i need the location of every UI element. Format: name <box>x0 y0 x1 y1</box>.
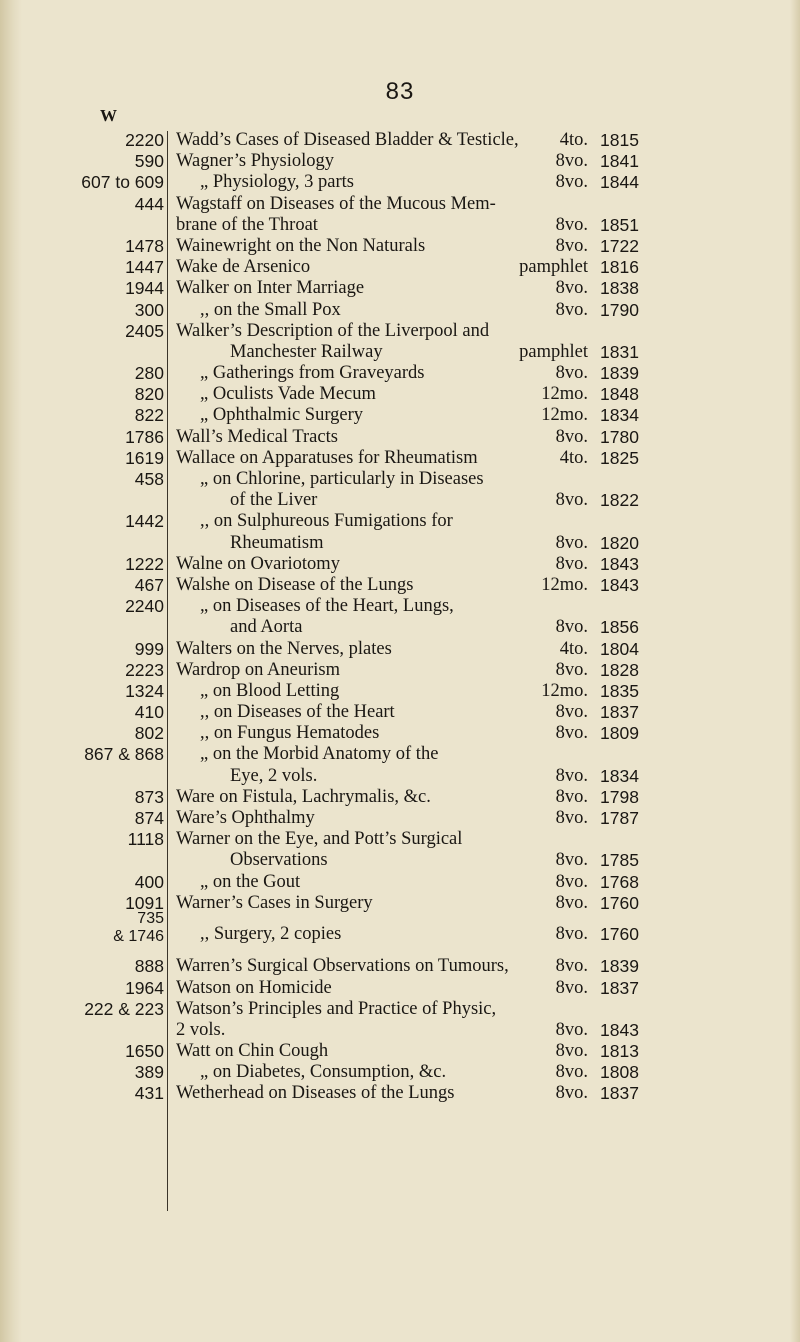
entry-year: 1837 <box>600 977 639 998</box>
entry-number: 400 <box>134 871 164 892</box>
entry-year: 1843 <box>600 574 639 595</box>
entry-title: „ on Chlorine, particularly in Diseases <box>200 469 484 489</box>
catalog-entry <box>80 681 760 702</box>
entry-number: 431 <box>134 1083 164 1104</box>
entry-title: Wall’s Medical Tracts <box>176 426 338 447</box>
catalog-entry <box>80 554 760 575</box>
entry-title: ,, Surgery, 2 copies <box>200 923 342 944</box>
entry-year: 1831 <box>600 341 639 362</box>
catalog-entry <box>80 427 760 448</box>
entry-number: 389 <box>134 1062 164 1083</box>
entry-year: 1837 <box>600 1083 639 1104</box>
entry-year: 1815 <box>600 130 639 150</box>
entry-number-line: 735 <box>137 909 164 927</box>
entry-format: 8vo. <box>555 1019 588 1040</box>
entry-title: „ Gatherings from Graveyards <box>200 363 425 384</box>
entry-title: Eye, 2 vols. <box>230 765 318 786</box>
entry-year: 1825 <box>600 447 639 468</box>
catalog-entry <box>80 893 760 914</box>
entry-format: 8vo. <box>555 892 588 913</box>
catalog-entry <box>80 596 760 617</box>
entry-year: 1835 <box>600 680 639 701</box>
entry-format: 8vo. <box>555 299 588 320</box>
entry-year: 1820 <box>600 532 639 553</box>
entry-year: 1834 <box>600 765 639 786</box>
entry-format: 8vo. <box>555 532 588 553</box>
catalog-entry <box>80 999 760 1020</box>
entry-year: 1816 <box>600 257 639 278</box>
catalog-entry <box>80 300 760 321</box>
catalog-entry <box>80 850 760 871</box>
catalog-entry <box>80 511 760 532</box>
entry-title: „ Oculists Vade Mecum <box>200 384 376 405</box>
entry-title: Walker’s Description of the Liverpool and <box>176 320 490 341</box>
entry-number: 1944 <box>125 278 164 299</box>
entry-number: 1650 <box>125 1041 164 1062</box>
entry-title: ,, on Fungus Hematodes <box>200 723 380 744</box>
catalog-entry <box>80 639 760 660</box>
catalog-entry <box>80 872 760 893</box>
catalog-entry <box>80 1062 760 1083</box>
entry-number: 222 & 223 <box>84 998 164 1019</box>
entry-number: 1619 <box>125 447 164 468</box>
entry-year: 1843 <box>600 1019 639 1040</box>
entry-number: 1118 <box>127 829 164 850</box>
catalog-entry <box>80 321 760 342</box>
catalog-entry <box>80 617 760 638</box>
entry-year: 1843 <box>600 553 639 574</box>
entry-format: 8vo. <box>555 786 588 807</box>
entry-title: Walshe on Disease of the Lungs <box>176 574 414 595</box>
entry-year: 1838 <box>600 278 639 299</box>
entry-number <box>80 910 164 946</box>
entry-number: 1964 <box>125 977 164 998</box>
entry-number: 607 to 609 <box>81 172 164 193</box>
catalog-entry <box>80 956 760 977</box>
entry-year: 1809 <box>600 723 639 744</box>
entry-format: pamphlet <box>519 341 588 362</box>
entry-year: 1813 <box>600 1041 639 1062</box>
entry-title: of the Liver <box>230 490 318 511</box>
catalog-entry <box>80 448 760 469</box>
entry-format: 12mo. <box>541 574 588 595</box>
entry-title: brane of the Throat <box>176 214 318 235</box>
entry-year: 1722 <box>600 235 639 256</box>
entry-format: 8vo. <box>555 765 588 786</box>
entry-title: Manchester Railway <box>230 341 383 362</box>
catalog-entry <box>80 278 760 299</box>
catalog-entry <box>80 130 760 151</box>
catalog-entry <box>80 787 760 808</box>
catalog-entry <box>80 723 760 744</box>
catalog-entry <box>80 257 760 278</box>
entry-year: 1808 <box>600 1062 639 1083</box>
catalog-entry <box>80 766 760 787</box>
entry-format: 8vo. <box>555 702 588 723</box>
entry-number: 1442 <box>125 511 164 532</box>
entry-number: 874 <box>134 808 164 828</box>
entry-number: 1222 <box>125 553 164 574</box>
entry-format: 8vo. <box>555 214 588 235</box>
catalog-entry <box>80 490 760 511</box>
entry-title: „ Physiology, 3 parts <box>200 172 354 193</box>
entry-number: 2223 <box>125 659 164 680</box>
entry-format: pamphlet <box>519 257 588 278</box>
catalog-entry <box>80 194 760 215</box>
entry-title: Ware on Fistula, Lachrymalis, &c. <box>176 786 431 807</box>
entry-title: „ on Diseases of the Heart, Lungs, <box>200 596 454 617</box>
entry-number: 820 <box>134 384 164 405</box>
entry-number: 802 <box>134 723 164 744</box>
entry-title: Rheumatism <box>230 532 324 553</box>
entry-format: 8vo. <box>555 977 588 998</box>
catalog-entry <box>80 151 760 172</box>
catalog-entry <box>80 342 760 363</box>
catalog-entry <box>80 172 760 193</box>
catalog-entry <box>80 1020 760 1041</box>
entry-number: 458 <box>134 469 164 489</box>
catalog-entry <box>80 978 760 999</box>
entry-number: 999 <box>134 638 164 659</box>
entry-number: 873 <box>134 786 164 807</box>
entry-number: 822 <box>134 405 164 426</box>
entry-title: and Aorta <box>230 617 303 638</box>
entry-year: 1822 <box>600 490 639 511</box>
entry-format: 8vo. <box>555 278 588 299</box>
entry-number: 444 <box>134 193 164 214</box>
entry-title: Wagner’s Physiology <box>176 151 334 172</box>
entry-number: 280 <box>134 363 164 384</box>
catalog-listing <box>80 130 760 1105</box>
catalog-entry <box>80 575 760 596</box>
catalog-entry <box>80 808 760 829</box>
entry-format: 8vo. <box>555 659 588 680</box>
entry-year: 1839 <box>600 363 639 384</box>
entry-format: 8vo. <box>555 617 588 638</box>
entry-year: 1837 <box>600 702 639 723</box>
entry-number: 2220 <box>125 130 164 150</box>
entry-year: 1760 <box>600 923 639 944</box>
entry-title: ,, on Diseases of the Heart <box>200 702 395 723</box>
entry-format: 8vo. <box>555 235 588 256</box>
entry-number: 300 <box>134 299 164 320</box>
catalog-entry <box>80 533 760 554</box>
entry-format: 8vo. <box>555 490 588 511</box>
entry-number: 1324 <box>125 680 164 701</box>
entry-format: 12mo. <box>541 405 588 426</box>
entry-year: 1798 <box>600 786 639 807</box>
entry-title: „ on the Gout <box>200 871 301 892</box>
entry-number: 410 <box>134 702 164 723</box>
entry-format: 8vo. <box>555 1083 588 1104</box>
entry-number: 867 & 868 <box>84 744 164 765</box>
entry-format: 8vo. <box>555 871 588 892</box>
catalog-entry <box>80 405 760 426</box>
catalog-entry <box>80 660 760 681</box>
entry-title: ,, on Sulphureous Fumigations for <box>200 511 453 532</box>
entry-number: 467 <box>134 574 164 595</box>
entry-title: Watson’s Principles and Practice of Physic, <box>176 998 497 1019</box>
catalog-entry <box>80 469 760 490</box>
catalog-entry <box>80 215 760 236</box>
catalog-entry <box>80 1041 760 1062</box>
entry-title: Wetherhead on Diseases of the Lungs <box>176 1083 455 1104</box>
catalog-entry <box>80 1083 760 1104</box>
entry-format: 8vo. <box>555 1062 588 1083</box>
entry-title: Warner on the Eye, and Pott’s Surgical <box>176 829 463 850</box>
entry-title: Watson on Homicide <box>176 977 332 998</box>
catalog-entry <box>80 744 760 765</box>
entry-year: 1785 <box>600 850 639 871</box>
catalog-entry <box>80 829 760 850</box>
entry-year: 1841 <box>600 151 639 172</box>
entry-year: 1760 <box>600 892 639 913</box>
entry-number: 1447 <box>125 257 164 278</box>
entry-title: „ on Diabetes, Consumption, &c. <box>200 1062 447 1083</box>
entry-title: Wake de Arsenico <box>176 257 311 278</box>
entry-title: Walne on Ovariotomy <box>176 553 340 574</box>
entry-title: „ on Blood Letting <box>200 680 340 701</box>
entry-title: 2 vols. <box>176 1019 226 1040</box>
entry-title: Wallace on Apparatuses for Rheumatism <box>176 447 478 468</box>
entry-format: 8vo. <box>555 1041 588 1062</box>
entry-format: 8vo. <box>555 850 588 871</box>
entry-title: Wardrop on Aneurism <box>176 659 340 680</box>
entry-format: 4to. <box>559 638 588 659</box>
page-number: 83 <box>385 78 415 105</box>
entry-year: 1804 <box>600 638 639 659</box>
entry-number: 1478 <box>125 235 164 256</box>
entry-format: 8vo. <box>555 426 588 447</box>
entry-title: ,, on the Small Pox <box>200 299 341 320</box>
entry-title: Wainewright on the Non Naturals <box>176 235 426 256</box>
entry-year: 1856 <box>600 617 639 638</box>
entry-format: 8vo. <box>555 151 588 172</box>
entry-format: 12mo. <box>541 384 588 405</box>
entry-year: 1848 <box>600 384 639 405</box>
entry-title: Wadd’s Cases of Diseased Bladder & Testicle, <box>176 130 519 150</box>
entry-format: 8vo. <box>555 553 588 574</box>
entry-title: Warren’s Surgical Observations on Tumours, <box>176 956 509 977</box>
page-edge-shadow-right <box>790 0 800 1342</box>
entry-title: Watt on Chin Cough <box>176 1041 329 1062</box>
catalog-entry <box>80 909 760 956</box>
entry-title: „ on the Morbid Anatomy of the <box>200 744 439 765</box>
entry-year: 1780 <box>600 426 639 447</box>
entry-number: 1091 <box>125 892 164 913</box>
entry-year: 1844 <box>600 172 639 193</box>
entry-year: 1851 <box>600 214 639 235</box>
entry-number: 888 <box>134 956 164 977</box>
entry-number: 2240 <box>125 596 164 617</box>
entry-format: 12mo. <box>541 680 588 701</box>
entry-title: Ware’s Ophthalmy <box>176 808 315 828</box>
entry-year: 1787 <box>600 808 639 828</box>
entry-title: Wagstaff on Diseases of the Mucous Mem- <box>176 193 496 214</box>
entry-format: 8vo. <box>555 363 588 384</box>
entry-format: 4to. <box>559 447 588 468</box>
entry-format: 8vo. <box>555 808 588 828</box>
catalog-entry <box>80 236 760 257</box>
catalog-entry <box>80 363 760 384</box>
entry-format: 8vo. <box>555 172 588 193</box>
catalog-entry <box>80 384 760 405</box>
entry-format: 4to. <box>559 130 588 150</box>
page-edge-shadow-left <box>0 0 22 1342</box>
entry-title: Observations <box>230 850 328 871</box>
entry-format: 8vo. <box>555 923 588 944</box>
entry-format: 8vo. <box>555 956 588 977</box>
entry-number: 1786 <box>125 426 164 447</box>
entry-year: 1839 <box>600 956 639 977</box>
entry-year: 1768 <box>600 871 639 892</box>
entry-number: 2405 <box>125 320 164 341</box>
entry-title: „ Ophthalmic Surgery <box>200 405 364 426</box>
section-letter: W <box>100 106 117 125</box>
entry-year: 1828 <box>600 659 639 680</box>
entry-year: 1790 <box>600 299 639 320</box>
entry-title: Warner’s Cases in Surgery <box>176 892 373 913</box>
entry-number: 590 <box>134 151 164 172</box>
catalog-entry <box>80 702 760 723</box>
entry-title: Walters on the Nerves, plates <box>176 638 392 659</box>
entry-number-line: & 1746 <box>113 927 164 945</box>
entry-year: 1834 <box>600 405 639 426</box>
entry-title: Walker on Inter Marriage <box>176 278 365 299</box>
entry-format: 8vo. <box>555 723 588 744</box>
